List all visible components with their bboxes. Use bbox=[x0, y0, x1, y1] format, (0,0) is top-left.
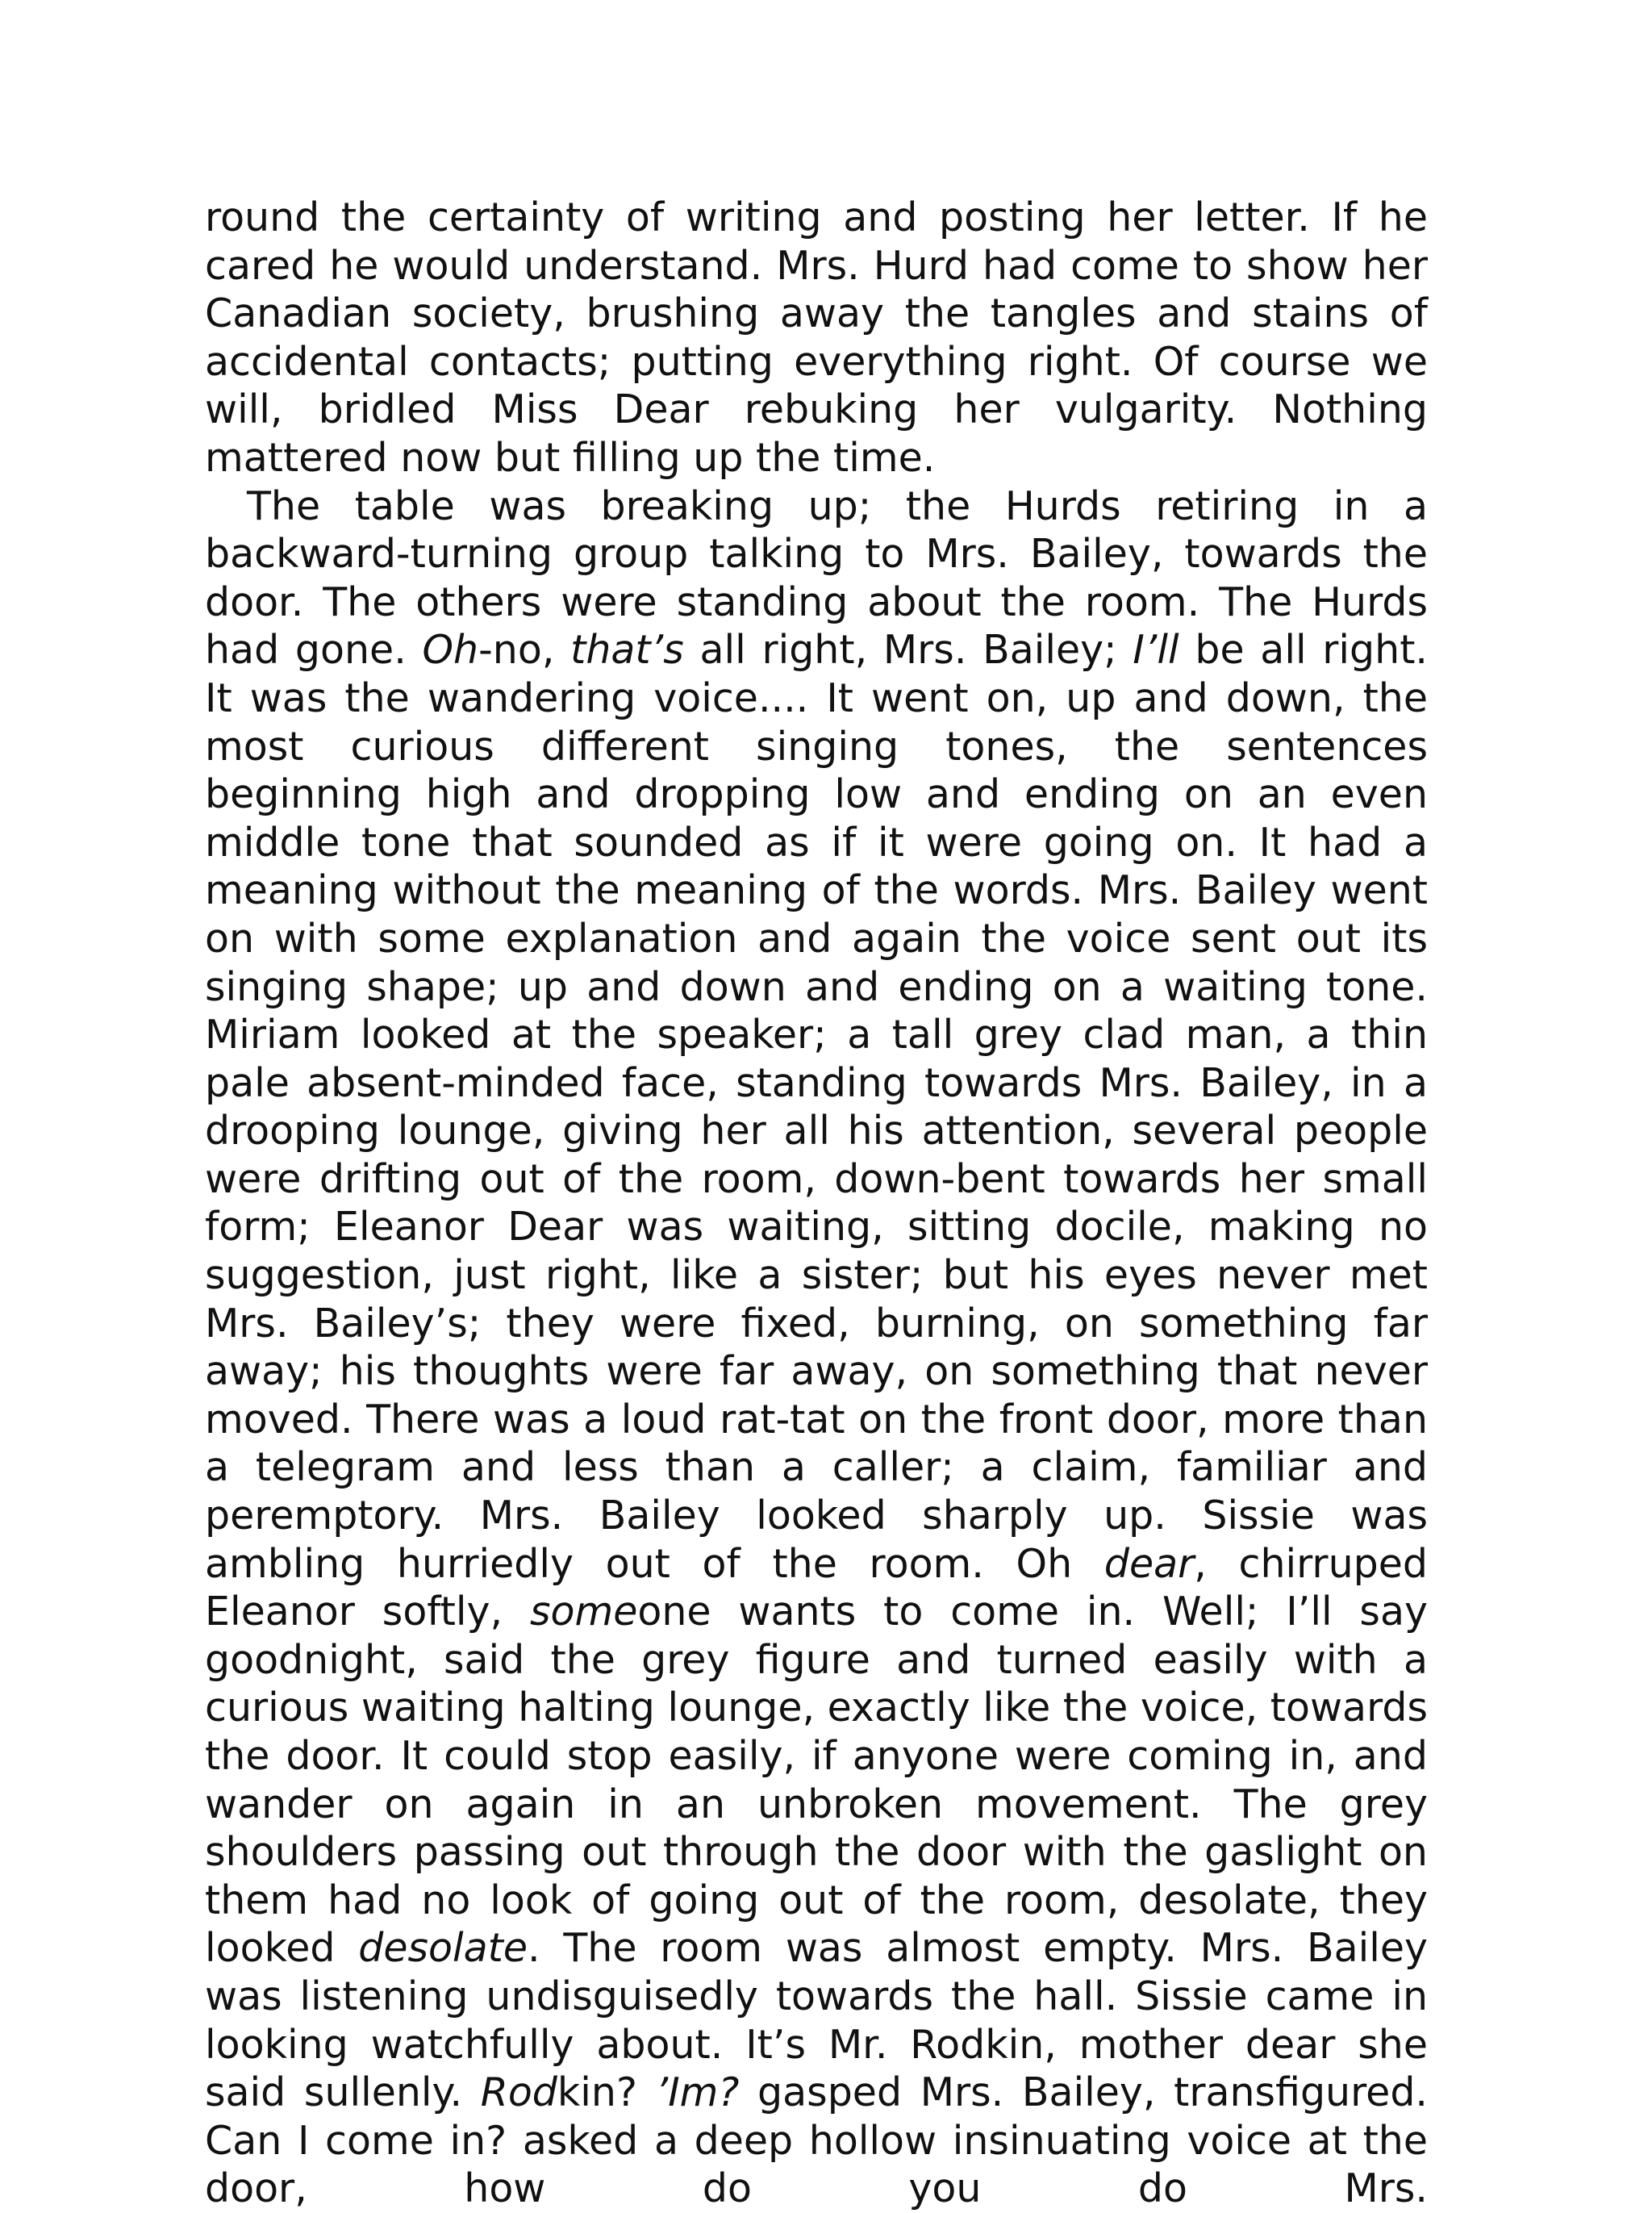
italic-text: some bbox=[529, 1589, 638, 1635]
paragraph bbox=[205, 482, 1428, 2213]
text-run: gasped Mrs. Bailey, transfigured. Can I come in? asked a deep hollow insinuating voice at the door, how do you do Mrs. bbox=[205, 2069, 1428, 2212]
text-run: -no, bbox=[478, 627, 571, 674]
text-run: , chirruped Eleanor softly, bbox=[205, 1540, 1428, 1635]
text-run: be all right. It was the wandering voice.... It went on, up and down, the most curious different singing tones, the sentences beginning high and dropping low and ending on an even middle tone that sounded as if it were going on. It had a meaning without the meaning of the words. Mrs. Bailey went on with some explanation and again the voice sent out its singing shape; up and down and ending on a waiting tone. Miriam looked at the speaker; a tall grey clad man, a thin pale absent-minded face, standing towards Mrs. Bailey, in a drooping lounge, giving her all his attention, several people were drifting out of the room, down-bent towards her small form; Eleanor Dear was waiting, sitting docile, making no suggestion, just right, like a sister; but his eyes never met Mrs. Bailey’s; they were fixed, burning, on something far away; his thoughts were far away, on something that never moved. There was a loud rat-tat on the front door, more than a telegram and less than a caller; a claim, familiar and peremptory. Mrs. Bailey looked sharply up. Sissie was ambling hurriedly out of the room. Oh bbox=[205, 627, 1428, 1587]
italic-text: that’s bbox=[570, 627, 684, 674]
text-run: The table was breaking up; the Hurds retiring in a backward-turning group talking to Mrs. Bailey, towards the door. The others were standing about the room. The Hurds had gone. bbox=[205, 482, 1428, 674]
italic-text: desolate bbox=[358, 1925, 528, 1972]
italic-text: dear bbox=[1103, 1540, 1195, 1587]
text-run: . The room was almost empty. Mrs. Bailey was listening undisguisedly towards the hall. Sissie came in looking watchfully about. It’s Mr. Rodkin, mother dear she said sullenly. bbox=[205, 1925, 1428, 2116]
text-run: all right, Mrs. Bailey; bbox=[683, 627, 1133, 674]
text-run: kin? bbox=[557, 2069, 656, 2116]
text-run: one wants to come in. Well; I’ll say goodnight, said the grey figure and turned easily with a curious waiting halting lounge, exactly like the voice, towards the door. It could stop easily, if anyone were coming in, and wander on again in an unbroken movement. The grey shoulders passing out through the door with the gaslight on them had no look of going out of the room, desolate, they looked bbox=[205, 1589, 1428, 1972]
italic-text: ’Im? bbox=[655, 2069, 740, 2116]
paragraph bbox=[205, 194, 1428, 482]
body-text bbox=[205, 194, 1428, 2213]
italic-text: Oh bbox=[422, 627, 479, 674]
italic-text: I’ll bbox=[1133, 627, 1179, 674]
italic-text: Rod bbox=[480, 2069, 557, 2116]
text-run: round the certainty of writing and posting her letter. If he cared he would understand. Mrs. Hurd had come to show her Canadian society, brushing away the tangles and stains of accidental contacts; putting everything right. Of course we will, bridled Miss Dear rebuking her vulgarity. Nothing mattered now but filling up the time. bbox=[205, 194, 1428, 481]
